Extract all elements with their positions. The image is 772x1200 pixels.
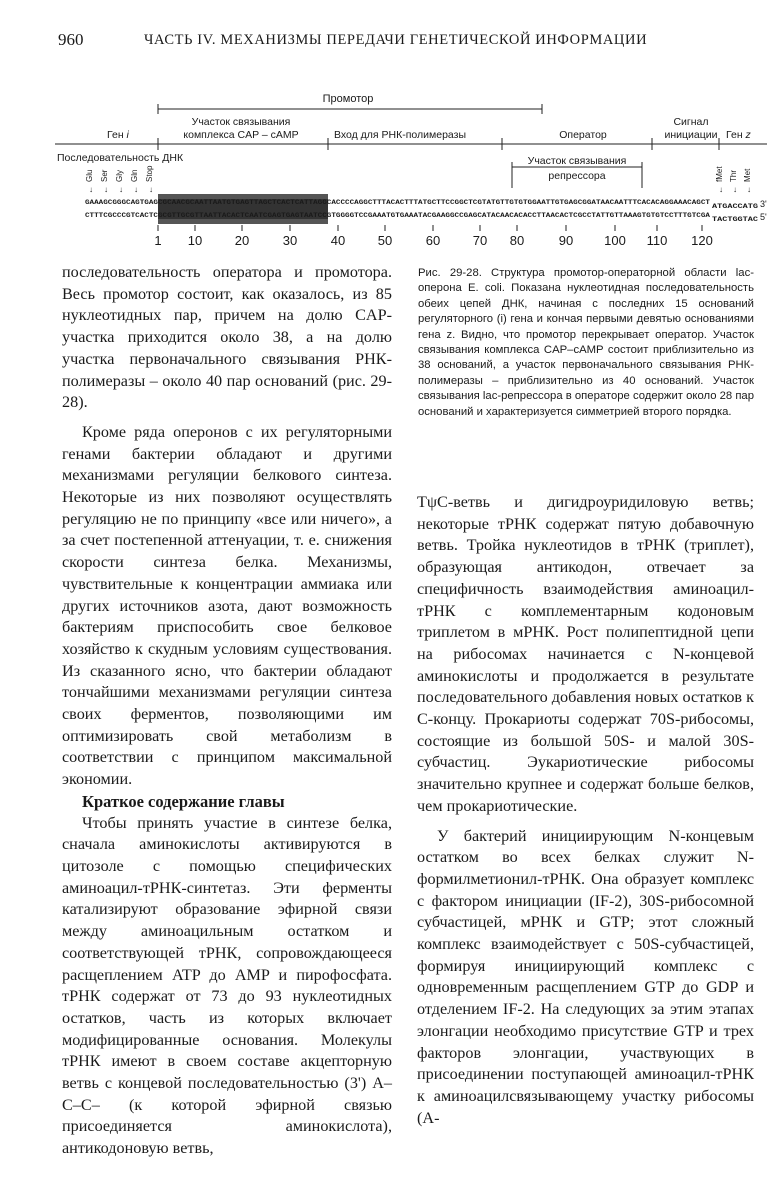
tick-label: 100 bbox=[604, 233, 626, 248]
amino-acid-arrow: ↓ bbox=[719, 185, 723, 194]
tick-label: 50 bbox=[377, 233, 393, 248]
tick-label: 80 bbox=[509, 233, 525, 248]
cap-site-label-2: комплекса CAP – cAMP bbox=[183, 129, 299, 141]
amino-acid-ser: Ser bbox=[100, 169, 109, 182]
dna-top-strand: GAAAGCGGGCAGTGAGCGCAACGCAATTAATGTGAGTTAGCTCACTCATTAGGCACCCCAGGCTTTACACTTTATGCTTCCGGCTCGTATGTTGTGTGGAATTGTGAGCGGATAACAATTTCACACAGGAAACAGCT bbox=[85, 199, 711, 206]
amino-acid-stop: Stop bbox=[145, 165, 154, 182]
dna-bottom-strand-end: TACTGGTAC bbox=[712, 216, 759, 223]
gene-i-label: Ген i bbox=[107, 129, 129, 141]
left-paragraph-1: последовательность оператора и промотора. Весь промотор состоит, как оказалось, из 85 нуклеотидных пар, причем на долю CAP-участка приходится около 38, а на долю участка первоначального связывания РНК-полимеразы – около 40 пар оснований (рис. 29-28). bbox=[62, 263, 392, 412]
tick-label: 10 bbox=[187, 233, 203, 248]
polymerase-entry-label: Вход для РНК-полимеразы bbox=[334, 129, 466, 141]
amino-acid-arrow: ↓ bbox=[733, 185, 737, 194]
amino-acid-arrow: ↓ bbox=[104, 185, 108, 194]
figure-caption bbox=[418, 266, 754, 420]
amino-acid-arrow: ↓ bbox=[149, 185, 153, 194]
initiation-signal-label-1: Сигнал bbox=[673, 116, 709, 128]
left-amino-acids bbox=[85, 165, 154, 194]
promoter-label: Промотор bbox=[322, 93, 374, 105]
left-paragraph-3: Чтобы принять участие в синтезе белка, сначала аминокислоты активируются в цитозоле с помощью специфических аминоацил-тРНК-синтетаз. Эти ферменты катализируют образование эфирной связи между аминоацильным остатком и соответствующей тРНК, сопровождающееся расщеплением ATP до AMP и пирофосфата. тРНК содержат от 73 до 93 нуклеотидных остатков, часть из которых включает модифицированные основания. Молекулы тРНК имеют в своем составе акцепторную ветвь с концевой последовательностью (3') A–C–C– (к которой эфирной связью присоединяется аминокислота), антикодоновую ветвь, bbox=[62, 813, 392, 1158]
amino-acid-arrow: ↓ bbox=[134, 185, 138, 194]
left-column bbox=[62, 262, 392, 1160]
amino-acid-glu: Glu bbox=[85, 169, 94, 182]
cap-site-label-1: Участок связывания bbox=[191, 116, 291, 128]
amino-acid-thr: Thr bbox=[729, 170, 738, 182]
prime-5-label: 5' bbox=[760, 212, 767, 222]
left-paragraph-2: Кроме ряда оперонов с их регуляторными генами бактерии обладают и другими механизмами регуляции белкового синтеза. Некоторые из них позволяют осуществлять регуляцию не по принципу «все или ничего», а за счет постепенной аттенуации, т. е. снижения скорости синтеза белка. Механизмы, чувствительные к концентрации аммиака или других источников азота, дают возможность бактериям приспособить свое белковое хозяйство к скудным условиям существования. Из сказанного ясно, что бактерии обладают тончайшими механизмами регуляции синтеза своих ферментов, позволяющими им оптимизировать свой метаболизм в соответствии с принципом максимальной экономии. bbox=[62, 422, 392, 789]
right-amino-acids bbox=[715, 166, 752, 194]
repressor-site-label-1: Участок связывания bbox=[527, 155, 627, 167]
right-paragraph-1: TψC-ветвь и дигидроуридиловую ветвь; некоторые тРНК содержат пятую добавочную ветвь. Тройка нуклеотидов в тРНК (триплет), образующая антикодон, отвечает за специфичность взаимодействия аминоацил-тРНК с комплементарным кодоновым триплетом в мРНК. Рост полипептидной цепи на рибосомах начинается с N-концевой аминокислоты и продолжается в результате последовательного добавления новых остатков к C-концу. Прокариоты содержат 70S-рибосомы, состоящие из большой 50S- и малой 30S-субчастиц. Эукариотические рибосомы значительно крупнее и содержат больше белков, чем прокариотические. bbox=[417, 493, 754, 815]
page-header bbox=[58, 30, 718, 54]
dna-top-strand-end: ATGACCATG bbox=[712, 203, 759, 210]
dna-sequence-label: Последовательность ДНК bbox=[57, 152, 184, 164]
amino-acid-arrow: ↓ bbox=[119, 185, 123, 194]
amino-acid-arrow: ↓ bbox=[747, 185, 751, 194]
running-title: ЧАСТЬ IV. МЕХАНИЗМЫ ПЕРЕДАЧИ ГЕНЕТИЧЕСКОЙ ИНФОРМАЦИИ bbox=[144, 32, 648, 48]
operator-label: Оператор bbox=[559, 129, 607, 141]
prime-3-label: 3' bbox=[760, 199, 767, 209]
lac-operon-diagram bbox=[55, 82, 770, 274]
right-paragraph-2: У бактерий инициирующим N-концевым остатком во всех белках служит N-формилметионил-тРНК. Она образует комплекс с фактором инициации (IF-2), 30S-рибосомной субчастицей, мРНК и GTP; этот сложный комплекс взаимодействует с 50S-субчастицей, формируя инициирующий комплекс с одновременным расщеплением GTP до GDP и отделением IF-2. На следующих за этим этапах элонгации необходимо присутствие GTP и трех факторов элонгации, участвующих в присоединении поступающей аминоацил-тРНК к аминоацилсвязывающему участку рибосомы (A- bbox=[417, 826, 754, 1127]
page-number: 960 bbox=[58, 30, 84, 49]
tick-label: 30 bbox=[282, 233, 298, 248]
caption-text: Рис. 29-28. Структура промотор-операторной области lac-оперона E. coli. Показана нуклеотидная последовательность обеих цепей ДНК, начиная с последних 15 оснований регуляторного (i) гена и кончая первыми девятью основаниями гена z. Видно, что промотор перекрывает оператор. Участок связывания комплекса CAP–cAMP состоит приблизительно из 38 оснований, а участок первоначального связывания РНК-полимеразы – приблизительно из 40 оснований. Участок связывания lac-репрессора в операторе содержит около 28 пар оснований и характеризуется симметрией второго порядка. bbox=[418, 267, 754, 418]
right-column bbox=[417, 492, 754, 1129]
tick-label: 90 bbox=[558, 233, 574, 248]
dna-bottom-strand: CTTTCGCCCGTCACTCGCGTTGCGTTAATTACACTCAATCGAGTGAGTAATCCGTGGGGTCCGAAATGTGAAATACGAAGGCCGAGCATACAACACACCTTAACACTCGCCTATTGTTAAAGTGTGTCCTTTGTCGA bbox=[85, 212, 711, 219]
tick-label: 70 bbox=[472, 233, 488, 248]
section-heading: Краткое содержание главы bbox=[82, 791, 285, 811]
amino-acid-met: Met bbox=[743, 168, 752, 182]
tick-label: 120 bbox=[691, 233, 713, 248]
tick-label: 60 bbox=[425, 233, 441, 248]
amino-acid-arrow: ↓ bbox=[89, 185, 93, 194]
amino-acid-gln: Gln bbox=[130, 169, 139, 182]
repressor-site-label-2: репрессора bbox=[548, 170, 606, 182]
amino-acid-fmet: fMet bbox=[715, 166, 724, 182]
initiation-signal-label-2: инициации bbox=[664, 129, 718, 141]
gene-z-label: Ген z bbox=[726, 129, 751, 141]
tick-label: 20 bbox=[234, 233, 250, 248]
tick-label: 1 bbox=[154, 233, 162, 248]
tick-label: 110 bbox=[646, 233, 668, 248]
tick-label: 40 bbox=[330, 233, 346, 248]
lac-operon-figure bbox=[55, 82, 770, 274]
amino-acid-gly: Gly bbox=[115, 170, 124, 182]
position-ticks bbox=[154, 225, 712, 248]
